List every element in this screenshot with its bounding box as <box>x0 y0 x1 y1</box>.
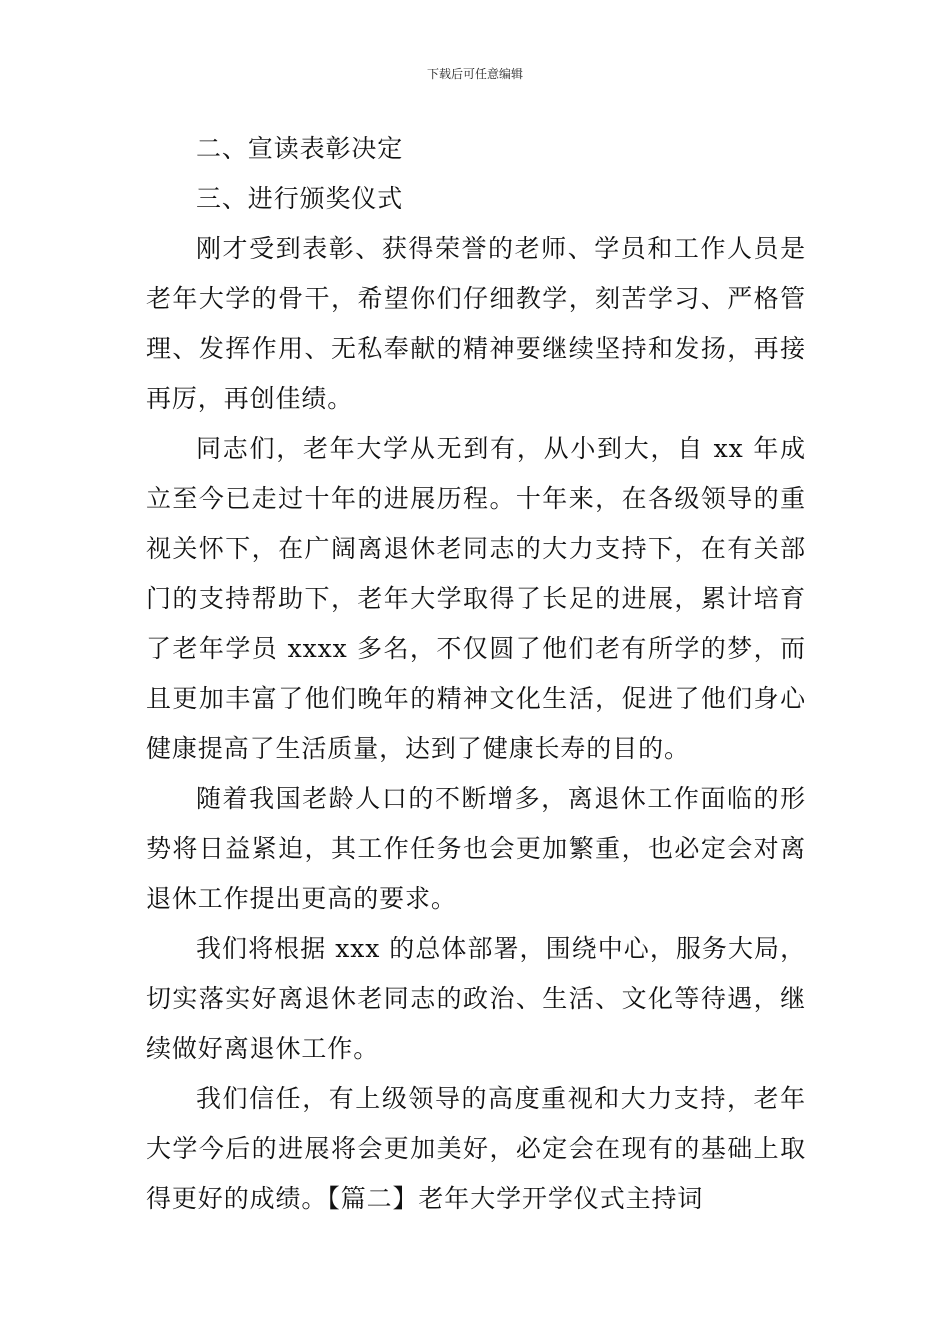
paragraph-deployment: 我们将根据 xxx 的总体部署，围绕中心，服务大局，切实落实好离退休老同志的政治、生活、文化等待遇，继续做好离退休工作。 <box>146 934 806 1063</box>
paragraph-history: 同志们，老年大学从无到有，从小到大，自 xx 年成立至今已走过十年的进展历程。十年来，在各级领导的重视关怀下，在广阔离退休老同志的大力支持下，在有关部门的支持帮助下，老年大学取得了长足的进展，累计培育了老年学员 xxxx 多名，不仅圆了他们老有所学的梦，而且更加丰富了他们晚年的精神文化生活，促进了他们身心健康提高了生活质量，达到了健康长寿的目的。 <box>146 434 806 763</box>
page-header: 下载后可任意编辑 <box>426 67 523 81</box>
document-body <box>146 124 806 1224</box>
paragraph-item-2: 二、宣读表彰决定 <box>196 134 404 163</box>
paragraph-aging-population: 随着我国老龄人口的不断增多，离退休工作面临的形势将日益紧迫，其工作任务也会更加繁重，也必定会对离退休工作提出更高的要求。 <box>146 784 806 913</box>
paragraph-commendation: 刚才受到表彰、获得荣誉的老师、学员和工作人员是老年大学的骨干，希望你们仔细教学，刻苦学习、严格管理、发挥作用、无私奉献的精神要继续坚持和发扬，再接再厉，再创佳绩。 <box>146 234 806 413</box>
paragraph-closing: 我们信任，有上级领导的高度重视和大力支持，老年大学今后的进展将会更加美好，必定会在现有的基础上取得更好的成绩。【篇二】老年大学开学仪式主持词 <box>146 1084 806 1213</box>
paragraph-item-3: 三、进行颁奖仪式 <box>196 184 404 213</box>
